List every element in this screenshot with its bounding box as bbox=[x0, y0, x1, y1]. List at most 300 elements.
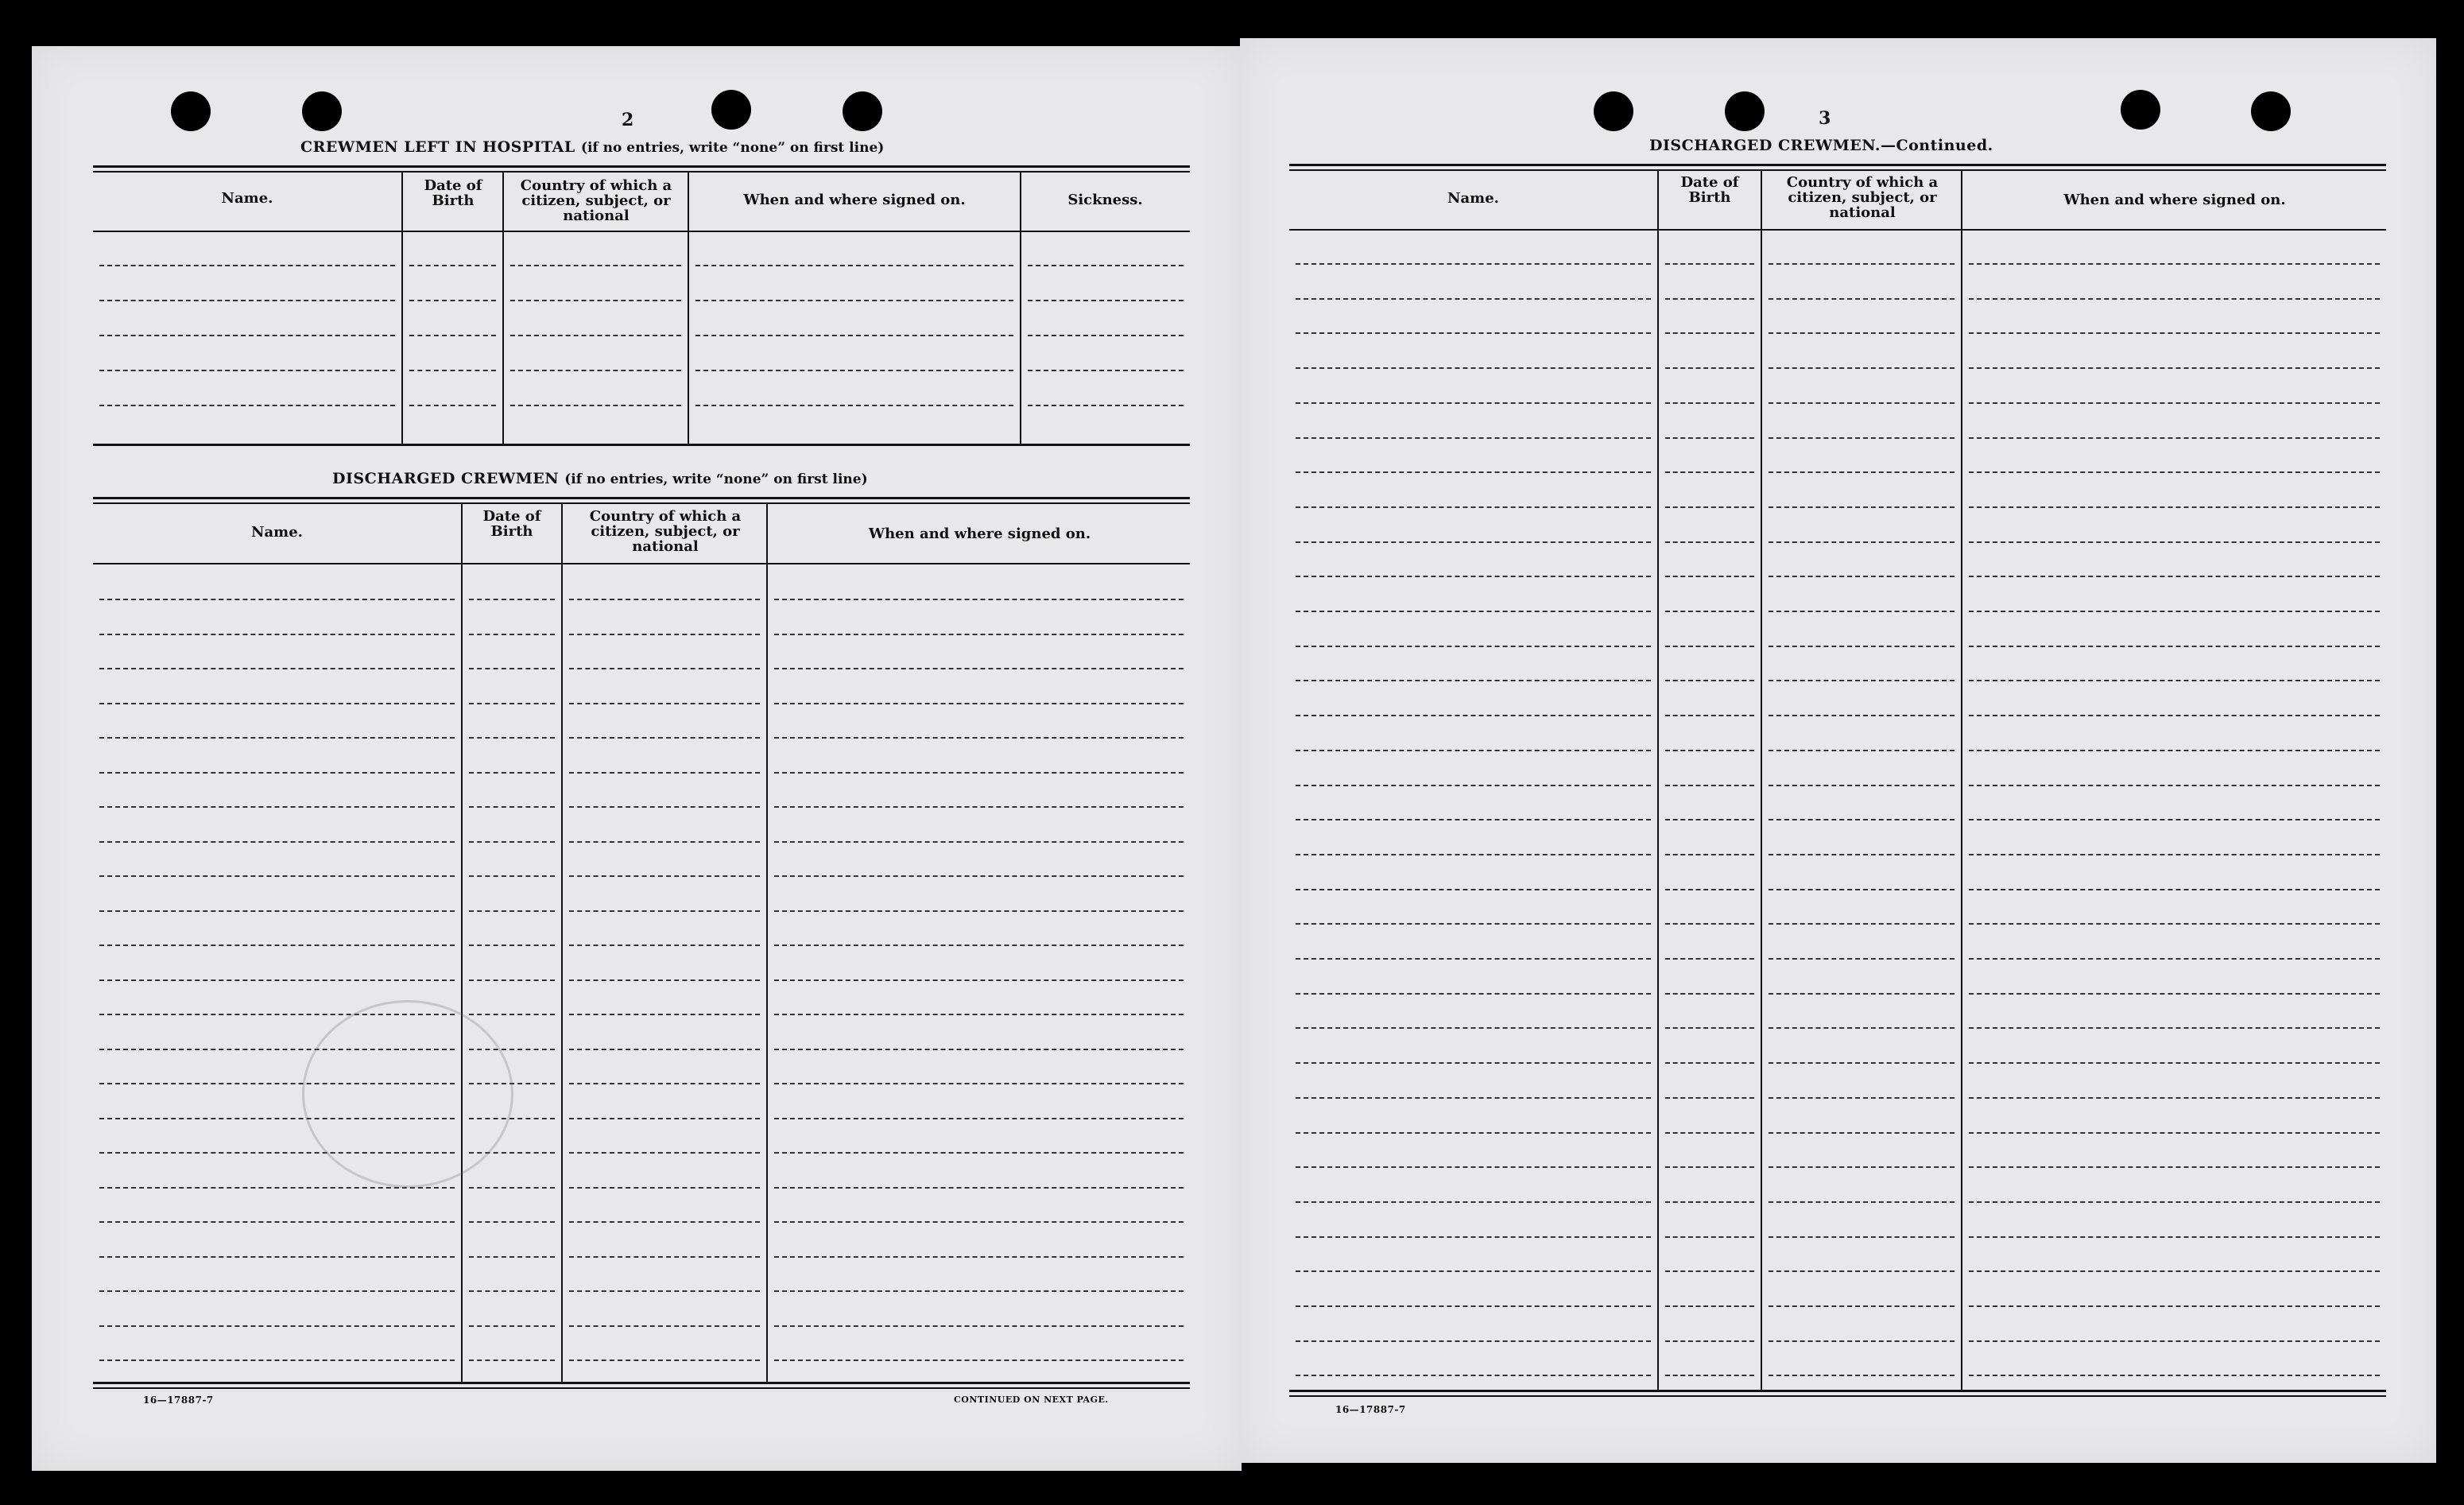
entry-line bbox=[1969, 646, 2380, 647]
entry-line bbox=[99, 1325, 455, 1327]
hospital-section-title bbox=[300, 138, 884, 156]
entry-line bbox=[774, 1256, 1184, 1258]
hospital-title-note: (if no entries, write “none” on first line) bbox=[580, 140, 885, 156]
table-top-rule bbox=[1289, 164, 2386, 166]
entry-line bbox=[1769, 1062, 1955, 1064]
entry-line bbox=[1769, 263, 1955, 265]
entry-line bbox=[1969, 402, 2380, 404]
entry-line bbox=[1969, 263, 2380, 265]
entry-line bbox=[774, 1325, 1184, 1327]
entry-line bbox=[1769, 471, 1955, 473]
entry-line bbox=[1296, 993, 1651, 995]
entry-line bbox=[569, 1290, 760, 1292]
entry-line bbox=[99, 875, 455, 877]
entry-line bbox=[1969, 750, 2380, 751]
entry-line bbox=[1969, 1132, 2380, 1134]
entry-line bbox=[469, 703, 555, 704]
entry-line bbox=[569, 703, 760, 704]
entry-line bbox=[1769, 854, 1955, 855]
header-bottom-rule bbox=[93, 563, 1190, 564]
entry-line bbox=[1969, 680, 2380, 681]
entry-line bbox=[1296, 785, 1651, 786]
column-divider bbox=[688, 173, 689, 444]
entry-line bbox=[1665, 923, 1754, 925]
col-header-country: Country of which a citizen, subject, or national bbox=[520, 177, 672, 224]
entry-line bbox=[1969, 1201, 2380, 1203]
entry-line bbox=[1665, 1097, 1754, 1099]
entry-line bbox=[1969, 1027, 2380, 1029]
form-number: 16—17887-7 bbox=[143, 1394, 214, 1406]
entry-line bbox=[469, 910, 555, 912]
entry-line bbox=[1665, 263, 1754, 265]
entry-line bbox=[99, 945, 455, 946]
entry-line bbox=[469, 1290, 555, 1292]
entry-line bbox=[1969, 506, 2380, 508]
entry-line bbox=[469, 1221, 555, 1223]
col-header-name: Name. bbox=[251, 524, 303, 541]
entry-line bbox=[99, 703, 455, 704]
page-number: 2 bbox=[622, 110, 634, 130]
col-header-country: Country of which a citizen, subject, or national bbox=[589, 508, 742, 555]
entry-line bbox=[409, 405, 496, 406]
entry-line bbox=[569, 841, 760, 843]
entry-line bbox=[1665, 506, 1754, 508]
entry-line bbox=[774, 979, 1184, 981]
entry-line bbox=[469, 1187, 555, 1189]
entry-line bbox=[1769, 680, 1955, 681]
entry-line bbox=[1969, 785, 2380, 786]
entry-line bbox=[1969, 819, 2380, 820]
entry-line bbox=[1969, 854, 2380, 855]
entry-line bbox=[569, 1221, 760, 1223]
entry-line bbox=[1665, 680, 1754, 681]
entry-line bbox=[1665, 993, 1754, 995]
entry-line bbox=[1028, 405, 1184, 406]
entry-line bbox=[569, 1049, 760, 1050]
entry-line bbox=[1296, 854, 1651, 855]
entry-line bbox=[1296, 750, 1651, 751]
entry-line bbox=[1969, 993, 2380, 995]
entry-line bbox=[1969, 541, 2380, 543]
discharged-title-note: (if no entries, write “none” on first line) bbox=[564, 471, 868, 487]
entry-line bbox=[1296, 298, 1651, 300]
entry-line bbox=[1665, 1305, 1754, 1307]
column-divider bbox=[1657, 171, 1659, 1390]
entry-line bbox=[1296, 1270, 1651, 1272]
table-top-rule bbox=[93, 497, 1190, 499]
entry-line bbox=[1296, 576, 1651, 577]
column-divider bbox=[766, 504, 768, 1382]
punch-hole bbox=[171, 91, 211, 131]
page-number: 3 bbox=[1819, 108, 1831, 129]
entry-line bbox=[1769, 993, 1955, 995]
entry-line bbox=[99, 1221, 455, 1223]
entry-line bbox=[569, 806, 760, 808]
column-divider bbox=[1761, 171, 1762, 1390]
entry-line bbox=[1296, 819, 1651, 820]
entry-line bbox=[1969, 1340, 2380, 1342]
punch-hole bbox=[1725, 91, 1765, 131]
entry-line bbox=[569, 945, 760, 946]
entry-line bbox=[774, 1187, 1184, 1189]
entry-line bbox=[409, 335, 496, 336]
entry-line bbox=[1665, 1375, 1754, 1376]
entry-line bbox=[569, 1152, 760, 1154]
entry-line bbox=[1969, 923, 2380, 925]
entry-line bbox=[1665, 1062, 1754, 1064]
entry-line bbox=[774, 1221, 1184, 1223]
entry-line bbox=[99, 1290, 455, 1292]
entry-line bbox=[1665, 1270, 1754, 1272]
entry-line bbox=[1296, 646, 1651, 647]
entry-line bbox=[1769, 332, 1955, 334]
entry-line bbox=[1665, 437, 1754, 439]
entry-line bbox=[1769, 1027, 1955, 1029]
entry-line bbox=[1665, 646, 1754, 647]
table-top-rule bbox=[93, 171, 1190, 173]
entry-line bbox=[1769, 576, 1955, 577]
entry-line bbox=[774, 634, 1184, 635]
entry-line bbox=[1969, 715, 2380, 716]
entry-line bbox=[1769, 1340, 1955, 1342]
entry-line bbox=[99, 772, 455, 774]
entry-line bbox=[99, 737, 455, 739]
entry-line bbox=[1769, 819, 1955, 820]
entry-line bbox=[469, 945, 555, 946]
entry-line bbox=[569, 1118, 760, 1119]
table-top-rule bbox=[1289, 169, 2386, 171]
entry-line bbox=[99, 370, 395, 371]
entry-line bbox=[1969, 1062, 2380, 1064]
entry-line bbox=[774, 1049, 1184, 1050]
entry-line bbox=[1969, 298, 2380, 300]
entry-line bbox=[409, 300, 496, 301]
entry-line bbox=[1296, 923, 1651, 925]
entry-line bbox=[1665, 471, 1754, 473]
entry-line bbox=[1028, 265, 1184, 266]
entry-line bbox=[1969, 1270, 2380, 1272]
entry-line bbox=[569, 737, 760, 739]
entry-line bbox=[774, 945, 1184, 946]
entry-line bbox=[1969, 437, 2380, 439]
entry-line bbox=[1296, 263, 1651, 265]
entry-line bbox=[409, 265, 496, 266]
entry-line bbox=[1969, 576, 2380, 577]
entry-line bbox=[1665, 1027, 1754, 1029]
entry-line bbox=[1769, 402, 1955, 404]
entry-line bbox=[1969, 889, 2380, 890]
entry-line bbox=[569, 875, 760, 877]
table-bottom-rule bbox=[1289, 1390, 2386, 1392]
entry-line bbox=[695, 265, 1013, 266]
form-number: 16—17887-7 bbox=[1335, 1404, 1406, 1415]
entry-line bbox=[569, 910, 760, 912]
entry-line bbox=[1665, 298, 1754, 300]
table-bottom-rule bbox=[93, 1387, 1190, 1389]
entry-line bbox=[469, 806, 555, 808]
entry-line bbox=[1969, 1097, 2380, 1099]
entry-line bbox=[1296, 889, 1651, 890]
entry-line bbox=[1665, 332, 1754, 334]
entry-line bbox=[510, 265, 681, 266]
entry-line bbox=[1296, 541, 1651, 543]
entry-line bbox=[1665, 958, 1754, 960]
entry-line bbox=[1028, 335, 1184, 336]
table-bottom-rule bbox=[93, 1382, 1190, 1384]
table-top-rule bbox=[93, 165, 1190, 168]
discharged-title-text: DISCHARGED CREWMEN bbox=[332, 470, 560, 487]
entry-line bbox=[99, 634, 455, 635]
entry-line bbox=[774, 1014, 1184, 1015]
entry-line bbox=[510, 370, 681, 371]
entry-line bbox=[469, 1014, 555, 1015]
punch-hole bbox=[1594, 91, 1633, 131]
discharged-continued-title bbox=[1649, 137, 1993, 154]
entry-line bbox=[774, 1083, 1184, 1084]
entry-line bbox=[1969, 958, 2380, 960]
entry-line bbox=[1969, 1236, 2380, 1238]
entry-line bbox=[1665, 889, 1754, 890]
entry-line bbox=[1769, 1236, 1955, 1238]
entry-line bbox=[99, 599, 455, 600]
entry-line bbox=[469, 841, 555, 843]
entry-line bbox=[1296, 332, 1651, 334]
punch-hole bbox=[2121, 90, 2160, 130]
entry-line bbox=[1769, 298, 1955, 300]
entry-line bbox=[1665, 1340, 1754, 1342]
entry-line bbox=[99, 405, 395, 406]
entry-line bbox=[695, 405, 1013, 406]
right-page bbox=[1240, 38, 2436, 1463]
column-divider bbox=[502, 173, 504, 444]
entry-line bbox=[1769, 646, 1955, 647]
entry-line bbox=[569, 979, 760, 981]
entry-line bbox=[1296, 1097, 1651, 1099]
entry-line bbox=[99, 265, 395, 266]
entry-line bbox=[1969, 367, 2380, 369]
discharged-title-text: DISCHARGED CREWMEN. bbox=[1649, 137, 1881, 154]
entry-line bbox=[1769, 437, 1955, 439]
left-page bbox=[32, 46, 1242, 1471]
entry-line bbox=[469, 599, 555, 600]
entry-line bbox=[774, 806, 1184, 808]
entry-line bbox=[1665, 715, 1754, 716]
entry-line bbox=[774, 875, 1184, 877]
entry-line bbox=[469, 1360, 555, 1361]
column-divider bbox=[461, 504, 463, 1382]
col-header-signed-on: When and where signed on. bbox=[2063, 192, 2286, 208]
entry-line bbox=[1769, 1132, 1955, 1134]
punch-hole bbox=[843, 91, 882, 131]
col-header-date-of-birth: Date of Birth bbox=[482, 508, 541, 540]
entry-line bbox=[510, 300, 681, 301]
entry-line bbox=[774, 1360, 1184, 1361]
col-header-date-of-birth: Date of Birth bbox=[424, 177, 482, 209]
entry-line bbox=[1769, 750, 1955, 751]
entry-line bbox=[774, 841, 1184, 843]
entry-line bbox=[774, 668, 1184, 669]
entry-line bbox=[1296, 437, 1651, 439]
table-bottom-rule bbox=[93, 444, 1190, 446]
column-divider bbox=[561, 504, 563, 1382]
entry-line bbox=[695, 335, 1013, 336]
punch-hole bbox=[711, 90, 751, 130]
entry-line bbox=[569, 1325, 760, 1327]
column-divider bbox=[1961, 171, 1962, 1390]
entry-line bbox=[99, 300, 395, 301]
entry-line bbox=[1296, 1340, 1651, 1342]
entry-line bbox=[469, 875, 555, 877]
col-header-name: Name. bbox=[221, 190, 273, 207]
entry-line bbox=[774, 737, 1184, 739]
entry-line bbox=[1769, 1166, 1955, 1168]
entry-line bbox=[1769, 1305, 1955, 1307]
entry-line bbox=[569, 1083, 760, 1084]
entry-line bbox=[1665, 541, 1754, 543]
entry-line bbox=[469, 979, 555, 981]
entry-line bbox=[1296, 1027, 1651, 1029]
entry-line bbox=[1665, 576, 1754, 577]
entry-line bbox=[469, 634, 555, 635]
entry-line bbox=[569, 1014, 760, 1015]
entry-line bbox=[1296, 1132, 1651, 1134]
entry-line bbox=[1769, 958, 1955, 960]
col-header-name: Name. bbox=[1447, 190, 1499, 207]
entry-line bbox=[1296, 402, 1651, 404]
entry-line bbox=[774, 1290, 1184, 1292]
entry-line bbox=[1769, 785, 1955, 786]
continued-suffix: —Continued. bbox=[1881, 137, 1993, 154]
entry-line bbox=[1769, 889, 1955, 890]
col-header-country: Country of which a citizen, subject, or national bbox=[1786, 174, 1939, 221]
entry-line bbox=[510, 335, 681, 336]
entry-line bbox=[99, 841, 455, 843]
entry-line bbox=[774, 599, 1184, 600]
entry-line bbox=[1969, 332, 2380, 334]
faded-stamp bbox=[302, 1000, 513, 1188]
entry-line bbox=[1769, 1097, 1955, 1099]
entry-line bbox=[1296, 471, 1651, 473]
punch-hole bbox=[302, 91, 342, 131]
entry-line bbox=[569, 1256, 760, 1258]
entry-line bbox=[695, 300, 1013, 301]
entry-line bbox=[99, 1360, 455, 1361]
entry-line bbox=[1296, 958, 1651, 960]
entry-line bbox=[1769, 367, 1955, 369]
entry-line bbox=[1028, 370, 1184, 371]
entry-line bbox=[1969, 611, 2380, 612]
entry-line bbox=[1665, 1236, 1754, 1238]
entry-line bbox=[774, 1152, 1184, 1154]
table-top-rule bbox=[93, 502, 1190, 504]
entry-line bbox=[1665, 819, 1754, 820]
entry-line bbox=[774, 703, 1184, 704]
header-bottom-rule bbox=[93, 231, 1190, 232]
entry-line bbox=[1769, 715, 1955, 716]
entry-line bbox=[569, 1187, 760, 1189]
entry-line bbox=[1296, 611, 1651, 612]
header-bottom-rule bbox=[1289, 229, 2386, 231]
entry-line bbox=[1296, 1166, 1651, 1168]
entry-line bbox=[569, 599, 760, 600]
entry-line bbox=[469, 772, 555, 774]
entry-line bbox=[774, 1118, 1184, 1119]
entry-line bbox=[1665, 402, 1754, 404]
entry-line bbox=[1969, 1305, 2380, 1307]
entry-line bbox=[1769, 1201, 1955, 1203]
entry-line bbox=[1665, 1132, 1754, 1134]
entry-line bbox=[99, 668, 455, 669]
discharged-section-title bbox=[332, 470, 868, 487]
entry-line bbox=[99, 979, 455, 981]
entry-line bbox=[510, 405, 681, 406]
entry-line bbox=[409, 370, 496, 371]
col-header-signed-on: When and where signed on. bbox=[868, 526, 1091, 542]
entry-line bbox=[1028, 300, 1184, 301]
entry-line bbox=[774, 772, 1184, 774]
entry-line bbox=[1665, 785, 1754, 786]
entry-line bbox=[569, 1360, 760, 1361]
entry-line bbox=[1969, 1166, 2380, 1168]
entry-line bbox=[1296, 1305, 1651, 1307]
entry-line bbox=[569, 634, 760, 635]
punch-hole bbox=[2251, 91, 2291, 131]
entry-line bbox=[1296, 506, 1651, 508]
entry-line bbox=[1296, 715, 1651, 716]
entry-line bbox=[1665, 1166, 1754, 1168]
entry-line bbox=[569, 668, 760, 669]
entry-line bbox=[1296, 1062, 1651, 1064]
entry-line bbox=[469, 668, 555, 669]
entry-line bbox=[695, 370, 1013, 371]
entry-line bbox=[569, 772, 760, 774]
entry-line bbox=[1665, 611, 1754, 612]
continued-note: CONTINUED ON NEXT PAGE. bbox=[954, 1394, 1109, 1405]
hospital-title-text: CREWMEN LEFT IN HOSPITAL bbox=[300, 138, 575, 156]
column-divider bbox=[1020, 173, 1021, 444]
entry-line bbox=[1296, 1201, 1651, 1203]
column-divider bbox=[401, 173, 403, 444]
entry-line bbox=[99, 1256, 455, 1258]
entry-line bbox=[1665, 367, 1754, 369]
entry-line bbox=[1296, 1375, 1651, 1376]
entry-line bbox=[774, 910, 1184, 912]
entry-line bbox=[1665, 854, 1754, 855]
entry-line bbox=[1769, 1270, 1955, 1272]
entry-line bbox=[1969, 471, 2380, 473]
table-bottom-rule bbox=[1289, 1395, 2386, 1397]
col-header-sickness: Sickness. bbox=[1067, 192, 1143, 208]
entry-line bbox=[1769, 923, 1955, 925]
entry-line bbox=[469, 737, 555, 739]
entry-line bbox=[469, 1256, 555, 1258]
col-header-signed-on: When and where signed on. bbox=[743, 192, 966, 208]
entry-line bbox=[1769, 541, 1955, 543]
entry-line bbox=[99, 910, 455, 912]
entry-line bbox=[99, 335, 395, 336]
entry-line bbox=[1769, 611, 1955, 612]
entry-line bbox=[1769, 1375, 1955, 1376]
entry-line bbox=[469, 1325, 555, 1327]
entry-line bbox=[1296, 367, 1651, 369]
entry-line bbox=[1296, 1236, 1651, 1238]
entry-line bbox=[1769, 506, 1955, 508]
entry-line bbox=[1665, 1201, 1754, 1203]
col-header-date-of-birth: Date of Birth bbox=[1680, 174, 1739, 206]
entry-line bbox=[1969, 1375, 2380, 1376]
entry-line bbox=[99, 806, 455, 808]
entry-line bbox=[1665, 750, 1754, 751]
